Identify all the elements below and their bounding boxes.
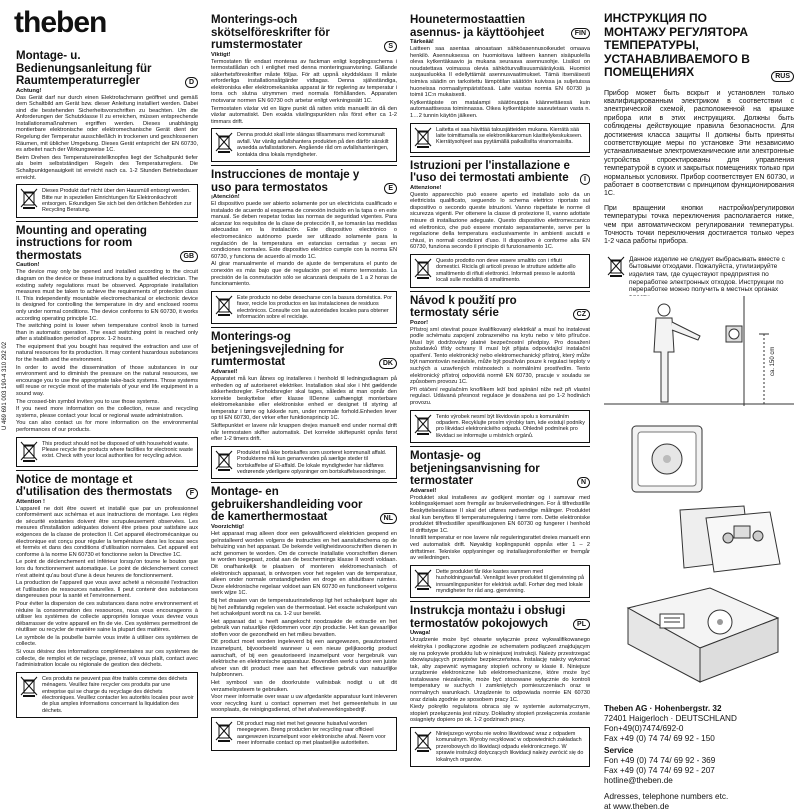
section-title-fin: Hounetermostaattien asennus- ja käyttöohjeet FIN xyxy=(410,14,590,39)
brand-logo: theben xyxy=(14,6,107,39)
text-f-2: Le point de déclenchement est inférieur lorsqu'on tourne le bouton que lors du fonctionnement automatique. Le point de déclenchement correct n'est atteint qu'au bout d'une à deux heures de fonctionnement. xyxy=(16,559,198,579)
company-city: 72401 Haigerloch · DEUTSCHLAND xyxy=(604,714,737,723)
text-dk-1: Apparatet må kun åbnes og installeres i henhold til ledningsdiagram på enheden og af autoriseret elektriker. Installation skal ske i hht gældende sikkerhedsregler. Forholdsregler skal tages, således at man opnår den korrekte beskyttelse efter klasse IIDenne uafhængigt monterbare elektromekaniske eller elektroniske enhed er designet til styring af temperatur i tørre og lukkede rum, under normale forhold.Enheden lever op til EN 60730, der virker efter funktionsprincip 1C. xyxy=(211,375,397,422)
text-fin-2: Kytkentäpiste on matalampi säätönuppia käännettäessä kuin automaattisessa toiminnassa. Oikea kytkentäpiste saavutetaan vasta n. 1…2 tunnin käytön jälkeen. xyxy=(410,99,590,119)
section-title-nl: Montage- en gebruikershandleiding voor de kamerthermostaat NL xyxy=(211,482,397,524)
badge-e: E xyxy=(384,183,397,194)
crossed-bin-icon xyxy=(215,721,233,743)
caution-i: Attenzione! xyxy=(410,184,442,191)
text-de-1: Das Gerät darf nur durch einen Elektrofachmann geöffnet und gemäß dem Schaltbild am Gerät bzw. dieser Anleitung installiert werden. Dabei sind die bestehenden Sicherheitsvorschriften zu beachten. Um die Anforderungen der Schutzklasse II zu erreichen, müssen entsprechende Installationsmaßnahmen ergriffen werden. Dieses unabhängig montierbare elektronische oder elektromechanische Gerät dient der Regelung der Temperatur ausschließlich in trockenen und geschlossenen Räumen, mit üblicher Umgebung. Dieses Gerät entspricht der EN 60730, es arbeitet nach der Wirkungsweise 1C. xyxy=(16,94,198,154)
text-f-3: La production de l'appareil que vous avez acheté a nécessité l'extraction et l'utilisation de ressources naturelles. Il peut contenir des substances dangereuses pour la santé et l'environnement. xyxy=(16,580,198,600)
text-gb-3: The equipment that you bought has required the extraction and use of natural resources for its production. It may content hazardous substances for the health and the environment. xyxy=(16,343,198,364)
badge-pl: PL xyxy=(573,619,590,630)
section-title-pl: Instrukcja montażu i obsługi termostatów pokojowych PL xyxy=(410,601,590,630)
column-2 xyxy=(211,12,397,754)
thermostat-opened-illustration xyxy=(670,498,794,576)
disposal-box-fin: Laitetta ei saa hävittää talousjätteiden mukana. Kierrätä sää laite toimittamalla se elektroniikkaromun käsittelykeskukseen. Kierrätysohjeet saa pyytämällä paikallisilta viranomaisilta. xyxy=(410,123,590,153)
disposal-box-dk: Produktet må ikke bortskaffes som usorteret kommunalt affald. Produkterne må kun genanvendes på særlige steder til bortskaffelse af El-affald. De lokale myndigheder har rådføres vedrørende yderligere oplysninger om bortskaffelsesordninger. xyxy=(211,446,397,480)
caution-fin: Tärkeää! xyxy=(410,39,434,45)
text-gb-4: In order to avoid the dissemination of those substances in our environment and to diminish the pressure on the natural resources, we encourage you to use the appropriate take-back systems. Those systems will reuse or recycle most of the materials of your end life equipment in a sound way. xyxy=(16,364,198,398)
column-1 xyxy=(16,48,198,721)
section-title-rus: ИНСТРУКЦИЯ ПО МОНТАЖУ РЕГУЛЯТОРА ТЕМПЕРАТУРЫ, УСТАНАВЛИВАЕМОГО В ПОМЕЩЕНИЯХ RUS xyxy=(604,12,794,80)
badge-i: I xyxy=(580,174,590,185)
service-fax: Fax +49 (0) 74 74/ 69 92 - 207 xyxy=(604,766,715,775)
caution-de: Achtung! xyxy=(16,87,42,94)
badge-f: F xyxy=(186,488,198,499)
text-pl-2: Kiedy pokrętło regulatora obraca się w systemie automatycznym, stopień przełączenia jest niższy. Dokładny stopień przełączenia zostanie osiągnięty dopiero po ok. 1-2 godzinach pracy. xyxy=(410,704,590,724)
fax: Fax +49 (0) 74 74/ 69 92 - 150 xyxy=(604,734,715,743)
badge-gb: GB xyxy=(180,251,199,262)
person-wall-diagram xyxy=(604,296,794,406)
caution-nl: Voorzichtig! xyxy=(211,523,245,530)
caution-n: Advarsel! xyxy=(410,487,437,494)
section-title-f: Notice de montage et d'utilisation des thermostats F xyxy=(16,470,198,499)
crossed-bin-icon xyxy=(20,441,38,463)
text-cz-2: Při otáčení regulačním knoflíkem leží bod spínání níže než při vlastní regulaci. Udávaná přesnost regulace je dosažena asi po 1-2 hodinách provozu. xyxy=(410,386,590,407)
text-fin-1: Laitteen saa asentaa ainoastaan sähköasennusoikeudet omaava henkilö. Asennuksessa on huomioitava laitteen kannen sisäpuolella oleva kytkentäkaavio ja mukana seuraava asennusohje. Lisäksi on noudatettava voimassa olevia sähköturvallisuusmääräyksiä. Huomioi suojausluokka II edellyttämät asennusvaatimukset. Tämä itsenäisesti toimiva säädin on tarkoitettu lämpötilan säätöön kuivissa ja suljetuissa huoneissa normaaliympäristössä. Laite vastaa normia EN 60730 ja toimii 1C:n mukaisesti. xyxy=(410,46,590,99)
hotline-email[interactable]: hotline@theben.de xyxy=(604,776,673,785)
addresses-note: Adresses, telephone numbers etc. xyxy=(604,792,729,801)
text-nl-3: Het apparaat dat u heeft aangekocht noodzaakte de extractie en het gebruik van natuurlijke rijkdommen voor zijn productie. Het kan gevaarlijke stoffen voor de gezondheid en het milieu bevatten. xyxy=(211,618,397,638)
section-title-cz: Návod k použití pro termostaty série CZ xyxy=(410,291,590,320)
crossed-bin-icon xyxy=(414,258,432,280)
section-title-s: Monterings-och skötselföreskrifter för rumstermostater S xyxy=(211,14,397,52)
text-rus-2: При вращении кнопки настройки/регулировки температуры точка переключения располагается ниже, чем при автоматическом регулировании температуры. Точность точки переключения достигается только через 1-2 часа работы прибора. xyxy=(604,204,794,246)
section-title-i: Istruzioni per l'installazione e l'uso dei termostati ambiente I xyxy=(410,156,590,185)
crossed-bin-icon xyxy=(414,414,432,436)
caution-s: Viktigt! xyxy=(211,51,231,58)
mounting-height-illustration xyxy=(604,296,794,406)
disposal-box-pl: Niniejszego wyrobu nie wolno likwidować wraz z odpadem komunalnym. Wyroby recyklować w odpowiednich zakładach przerobowych do likwidacji odpadu elektronicznego. W sprawie instrukcji dotyczących likwidacji należy zwrócić się do lokalnych organów. xyxy=(410,727,590,767)
column-3 xyxy=(410,12,590,770)
badge-de: D xyxy=(185,77,198,88)
crossed-bin-icon xyxy=(20,188,38,210)
wiring-icon xyxy=(620,578,790,690)
text-gb-6: If you need more information on the collection, reuse and recycling systems, please contact your local or regional waste administration. xyxy=(16,406,198,419)
text-de-2: Beim Drehen des Temperatureinstellknopfes liegt der Schaltpunkt tiefer als beim selbstständigen Regeln des Temperaturreglers. Die Schaltpunktgenauigkeit ist erreicht nach ca. 1-2 Stunden Betriebsdauer erreicht. xyxy=(16,154,198,181)
section-title-de: Montage- u. Bedienungsanleitung für Raumtemperaturregler D xyxy=(16,50,198,88)
crossed-bin-icon xyxy=(20,676,38,698)
badge-s: S xyxy=(384,41,397,52)
disposal-box-f: Ces produits ne peuvent pas être traités comme des déchets ménagers. Veuillez faire recycler ces produits par une entreprise qui se charge du recyclage des déchets électroniques. Veuillez contacter les autorités locales pour avoir de plus amples informations concernant la liquidation des déchets. xyxy=(16,672,198,718)
caution-f: Attention ! xyxy=(16,498,45,505)
thermostat-wiring-illustration xyxy=(620,578,790,690)
text-n-2: Innstilt temperatur er noe lavere når reguleringsrattet dreies manuelt enn ved automatisk drift. Nøyaktig koplingspunkt oppnås etter 1 – 2 driftstimer. Tekniske opplysninger og installasjonsforskrifter er fremgår av veiledningen. xyxy=(410,535,590,562)
text-e-1: El dispositivo puede ser abierto solamente por un electricista cualificado e instalado de acuerdo al esquema de conexión incluido en la tapa o en este manual. Se deben respetar todas las normas de seguridad vigentes. Para alcanzar los requisitos de la clase de protección II, se tomarán las medidas adecuadas en la instalación. Este dispositivo electrónico o electromecánico autónomo puede ser utilizado solamente para la regulación de la temperatura en estancias cerradas y secas en condiciones normales. Este dispositivo eléctrico cumple con la norma EN 60730, y funciona de acuerdo al modo 1C. xyxy=(211,201,397,260)
service-phone: Fon +49 (0) 74 74/ 69 92 - 369 xyxy=(604,756,716,765)
section-title-gb: Mounting and operating instructions for room thermostats GB xyxy=(16,221,198,263)
text-nl-6: Voor meer informatie over waar u uw afgedankte apparatuur kunt inleveren voor recycling kunt u contact opnemen met het gemeentehuis in uw woonplaats, de reinigingsdienst, of het afvalverwerkingsbedrijf. xyxy=(211,694,397,714)
disposal-box-n: Dette produktet får ikke kastes sammen med husholdningsavfall. Vennligst lever produktet til gjenvinning på innsamlingspunkter for elektrisk avfall. Forhør deg med lokale myndigheter for råd ang. gjenvinning. xyxy=(410,565,590,599)
caution-gb: Caution! xyxy=(16,262,40,269)
crossed-bin-icon xyxy=(414,569,432,591)
text-s-2: Termostaten växlar vid en lägre punkt då ratten vrids manuellt än då den växlar automatiskt. Den exakta växlingspunkten nås först efter ca 1-2 timmars drift. xyxy=(211,105,397,125)
text-pl-1: Urządzenie może być otwarte wyłącznie przez wykwalifikowanego elektryka i podłączone zgodnie ze schematem podłączeń znajdującym się na pokrywie produktu lub w niniejszej instrukcji. Należy przestrzegać obowiązujących przepisów bezpieczeństwa. Instalację należy wykonać tak, aby zapewnić wymagany stopień ochrony w klasie II. Niniejsze urządzenie elektroniczne lub elektromechaniczne, które może być instalowane niezależnie, może być stosowane wyłącznie do kontroli temperatury w suchych i zamkniętych pomieszczeniach oraz w normalnych warunkach. Urządzenie to odpowiada normie EN 60730 oraz działa zgodnie ze sposobem pracy 1C. xyxy=(410,637,590,703)
disposal-box-gb: This product should not be disposed of with household waste. Please recycle the products where facilities for electronic waste exist. Check with your local authorities for recycling advice. xyxy=(16,437,198,467)
crossed-bin-icon xyxy=(414,127,432,149)
text-f-4: Pour éviter la dispersion de ces substances dans notre environnement et réduire la consommation des ressources, nous vous encourageons à utiliser les systèmes de collecte appropriés lorsque vous devrez vous débarrasser de votre appareil en fin de vie. Ces systèmes permettront de réutiliser ou recycler de manière saine la plupart des matières. xyxy=(16,600,198,634)
crossed-bin-icon xyxy=(414,731,432,753)
section-title-n: Montasje- og betjeningsanvisning for termostater N xyxy=(410,446,590,488)
text-gb-1: The device may only be opened and installed according to the circuit diagram on the device or these instructions by a qualified electrician. The existing safety regulations must be observed. Appropriate installation measures must be taken to achieve the requirements of protection class II. This independently mountable electromechanical or electronic device is designed for controlling the temperature in dry and enclosed rooms only under normal conditions. The device conforms to EN 60730, it works according operating principle 1C. xyxy=(16,269,198,322)
text-dk-2: Skiftepunktet er lavere når knappen drejes manuelt end under normal drift når termostaten skifter automatisk. Det korrekte skiftepunkt opnås først efter 1-2 timers drift. xyxy=(211,423,397,443)
dimension-label: ca. 150 cm xyxy=(770,346,776,376)
disposal-box-s: Denna produkt skall inte slängas tillsammans med kommunalt avfall. Var vänlig avfallshantera produkten på den därför särskilt avsedda avfallsstationen. Angående råd om avfallshanteringen, kontakta dina lokala myndigheter. xyxy=(211,128,397,162)
thermostat-open-icon xyxy=(670,498,794,576)
text-f-5: Le symbole de la poubelle barrée vous invite à utiliser ces systèmes de collecte. xyxy=(16,634,198,648)
section-title-e: Instrucciones de montaje y uso para termostatos E xyxy=(211,165,397,194)
side-code: U 469 691 003 190-4 310 292 02 xyxy=(2,341,8,430)
column-4 xyxy=(604,12,794,307)
caution-pl: Uwaga! xyxy=(410,630,431,637)
text-nl-4: Dit product moet worden ingeleverd bij een aangewezen, geautoriseerd inzamelpunt, bijvoorbeeld wanneer u een nieuw gelijksoortig product aanschaft, of bij een geautoriseerd inzamelpunt voor hergebruik van elektrische en elektronische apparatuur. Bovendien werkt u door een juiste afvoer van dit product mee aan het effectieve gebruik van natuurlijke hulpbronnen. xyxy=(211,639,397,679)
crossed-bin-icon xyxy=(607,256,625,278)
section-title-dk: Monterings-og betjeningsvejledning for rumtermostat DK xyxy=(211,327,397,369)
text-gb-2: The switching point is lower when temperature control knob is turned than in automatic operation. The exact switching point is reached only after a stabilisation period of approx. 1-2 hours. xyxy=(16,323,198,343)
text-cz-1: Přístroj smí otevírat pouze kvalifikovaný elektrikář a musí ho instalovat podle schématu zapojení zobrazeného na krytu nebo v této příručce. Musí být dodržovány platné bezpečnostní předpisy. Pro dosažení požadavků třídy ochrany II musí být přijata odpovídající instalační opatření. Tento elektronický nebo elektromechanický přístroj, který může být namontován nezávisle, může být používán pouze k regulaci teploty v suchých a uzavřených místnostech s normálními prostředím. Tento elektronický přístroj odpovídá normě EN 60730, pracuje v souladu se způsobem provozu 1C. xyxy=(410,326,590,386)
text-n-1: Produktet skal installeres av godkjent montør og i samsvar med koblingsskjemaet som fremgår av brukerveiledningen. For å tilfredsstille Beskyttelsesklasse II skal det utføres nødvendige målinger. Produktet skal kun benyttes til temperaturregulering i tørre rom. Dette elektroniske produktet tilfredsstiller spesifikasjonen EN 60730 og fungerer i henhold til driftstype 1C. xyxy=(410,494,590,534)
disposal-box-e: Este producto no debe desecharse con la basura doméstica. Por favor, recicle los productos en las instalaciones de residuos electrónicos. Consulte con las autoridades locales para obtener información sobre el reciclaje. xyxy=(211,291,397,325)
disposal-box-de: Dieses Produkt darf nicht über den Hausmüll entsorgt werden. Bitte nur in speziellen Einrichtungen für Elektronikschrott entsorgen. Erkundigen Sie sich bei den örtlichen Behörden zur Recycling Beratung. xyxy=(16,184,198,218)
contact-block xyxy=(604,704,794,812)
badge-n: N xyxy=(577,477,590,488)
company-name: Theben AG · Hohenbergstr. 32 xyxy=(604,704,722,713)
text-nl-2: Bij het draaien van de temperatuurinstelknop ligt het schakelpunt lager als bij het zelfstandig regelen van de thermostaat. Het exacte schakelpunt van het schakelpunt wordt na ca. 1-2 uur bereikt. xyxy=(211,597,397,618)
crossed-bin-icon xyxy=(215,450,233,472)
badge-nl: NL xyxy=(380,513,397,524)
website-link[interactable]: at www.theben.de xyxy=(604,802,670,811)
phone: Fon+49(0)7474/692-0 xyxy=(604,724,684,733)
disposal-box-i: Questo prodotto non deve essere smaltito con i rifiuti domestici. Ricicla gli articoli presso le strutture addette allo smaltimento di rifiuti elettronici. Informati presso le autorità locali sulle modalità di smaltimento. xyxy=(410,254,590,288)
crossed-bin-icon xyxy=(215,295,233,317)
disposal-box-nl: Dit product mag niet met het gewone huisafval worden meegegeven. Breng producten ter recycling naar officieel aangewezen inzamelpunt voor elektronische afval. Neem voor meer informatie contact op met plaatselijke autoriteiten. xyxy=(211,717,397,751)
text-gb-7: You can also contact us for more information on the environmental performances of our products. xyxy=(16,420,198,433)
badge-dk: DK xyxy=(379,358,397,369)
text-f-1: L'appareil ne doit être ouvert et installé que par un professionnel conformément aux schémas et aux instructions de montage. Les règles de sécurité existantes doivent être scrupuleusement observées. Les mesures d'installation adéquates doivent être prises pour satisfaire aux exigences de la classe de protection II. Cet appareil électromécanique ou électronique est conçu pour réguler la température dans les locaux secs et fermés et dans des conditions d'utilisation normales. Cet appareil est conforme à la norme EN 60730 et fonctionne selon la Directive 1C. xyxy=(16,505,198,558)
badge-fin: FIN xyxy=(571,28,590,39)
caution-cz: Pozor! xyxy=(410,319,429,326)
text-f-6: Si vous désirez des informations complémentaires sur ces systèmes de collecte, de remploi et de recyclage, prenez, s'il vous plaît, contact avec l'administration locale ou régionale de gestion des déchets. xyxy=(16,649,198,669)
text-s-1: Termostaten får endast monteras av fackman enligt kopplingsschema i termostatlådan och i enlighet med denna monteringsanvisning. Gällande säkerhetsföreskrifter måste följas. För att uppnå skyddsklass II måste erforderliga installationsåtgärder vidtagas. Denna självständiga, elektroniska eller elektromekaniska apparat är för reglering av temperatur i torra och slutna utrymmen med normala förhållanden. Apparaten motsvarar normen EN 60730 och arbetar enligt verkningssätt 1C. xyxy=(211,58,397,105)
crossed-bin-icon xyxy=(215,132,233,154)
badge-cz: CZ xyxy=(573,309,590,320)
text-gb-5: The crossed-bin symbol invites you to use those systems. xyxy=(16,398,160,405)
disposal-box-rus: Данное изделие не следует выбрасывать вместе с бытовыми отходами. Пожалуйста, утилизируйте изделия там, где существуют предприятия по переработке электронных отходов. Инструкции по переработке можно получить в местных органах xyxy=(604,253,794,305)
badge-rus: RUS xyxy=(771,71,794,82)
thermostat-front-illustration xyxy=(624,420,714,500)
service-heading: Service xyxy=(604,746,634,755)
disposal-box-cz: Tento výrobek nesmí být likvidován spolu s komunálním odpadem. Recyklujte prosím výrobky tam, kde existují podniky pro likvidaci elektronického odpadu. Ohledně podmínek pro likvidaci se informujte u místních orgánů. xyxy=(410,410,590,444)
text-i-1: Questo apparecchio può essere aperto ed installato solo da un elettricista qualificato, seguendo lo schema elettrico riportato sul dispositivo o secondo queste istruzioni. Vanno rispettate le norme di sicurezza vigenti. Per ottenere la classe di protezione II, vanno adottate misure di installazione adeguate. Questo dispositivo elettromeccanico ed elettronico, che può essere montato separatamente, serve per la regolazione della temperatura esclusivamente in ambienti asciutti e chiusi, in normali condizioni d'uso. Il dispositivo è conforme alla EN 60730, funziona secondo il principio di funzionamento 1C. xyxy=(410,191,590,251)
thermostat-icon xyxy=(624,420,714,500)
caution-e: ¡Atención! xyxy=(211,194,240,201)
text-rus-1: Прибор может быть вскрыт и установлен только квалифицированным электриком в соответствии с электрической схемой, расположенной на крышке прибора или в этих инструкциях. Должны быть соблюдены действующие правила безопасности. Для достижения класса защиты II должны быть приняты соответствующие меры по установке Эти независимо устанавливаемые электромеханические или электронные устройства спроектированы для управления температурой в сухих и закрытых помещениях только при нормальных условиях. Прибор соответствует EN 60730, и работает в соответствии с принципом функционирования 1С. xyxy=(604,89,794,198)
caution-dk: Advarsel! xyxy=(211,368,238,375)
text-nl-1: Het apparaat mag alleen door een gekwalificeerd elektricien geopend en geïnstalleerd worden volgens de instructies en het aansluitschema op de behuizing van het apparaat. De bekende veiligheidsvoorschriften dienen in acht genomen te worden. Om de correcte installatie voorschriften dienen te worden toegepast, zodat aan de beschermings klasse II wordt voldaan. Dit onafhankelijk te plaatsen of monteren elektromechanisch of elektronisch apparaat, is ontworpen voor het regelen van de temperatuur, alleen onder normale omstandigheden en droge en afsluitbare ruimtes. Deze elektronische regelaar voldoet aan EN 60730 en functioneert volgens werk wijze 1C. xyxy=(211,530,397,597)
text-e-2: Al girar manualmente el mando de ajuste de temperatura el punto de conexión es más bajo que de regulación por el mismo termostato. La precisión de la conmutación sólo se alcanzará después de 1 a 2 horas de funcionamiento. xyxy=(211,261,397,288)
text-nl-5: Het symbool van de doorkruiste vuilnisbak nodigt u uit dit verzamelsysteem te gebruiken. xyxy=(211,680,397,693)
